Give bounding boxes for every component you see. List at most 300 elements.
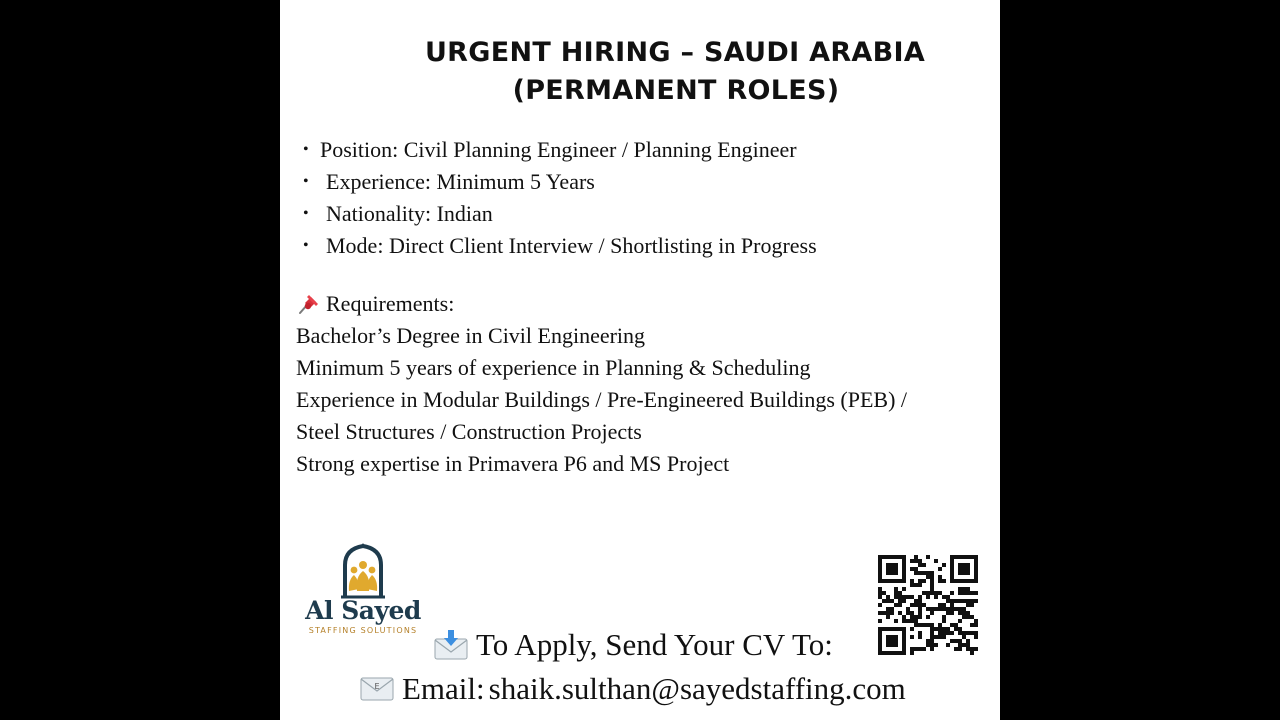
qr-module bbox=[902, 615, 906, 619]
qr-module bbox=[942, 595, 946, 599]
qr-module bbox=[898, 555, 902, 559]
qr-module bbox=[962, 611, 966, 615]
qr-module bbox=[962, 615, 966, 619]
title-line-2: (PERMANENT ROLES) bbox=[512, 75, 840, 106]
qr-module bbox=[898, 603, 902, 607]
qr-module bbox=[902, 639, 906, 643]
qr-module bbox=[910, 619, 914, 623]
qr-module bbox=[962, 643, 966, 647]
qr-module bbox=[938, 567, 942, 571]
qr-module bbox=[926, 639, 930, 643]
qr-module bbox=[930, 639, 934, 643]
qr-module bbox=[958, 555, 962, 559]
qr-module bbox=[922, 591, 926, 595]
qr-module bbox=[942, 563, 946, 567]
qr-module bbox=[962, 555, 966, 559]
qr-module bbox=[910, 651, 914, 655]
qr-module bbox=[902, 559, 906, 563]
qr-module bbox=[926, 575, 930, 579]
company-logo bbox=[304, 543, 422, 647]
qr-module bbox=[934, 559, 938, 563]
qr-module bbox=[902, 587, 906, 591]
qr-module bbox=[974, 599, 978, 603]
qr-module bbox=[930, 591, 934, 595]
qr-module bbox=[878, 611, 882, 615]
qr-module bbox=[930, 575, 934, 579]
qr-module bbox=[966, 639, 970, 643]
qr-module bbox=[886, 611, 890, 615]
svg-text:E: E bbox=[374, 682, 380, 691]
qr-module bbox=[958, 591, 962, 595]
qr-module bbox=[958, 631, 962, 635]
qr-module bbox=[962, 631, 966, 635]
qr-module bbox=[962, 599, 966, 603]
qr-module bbox=[938, 579, 942, 583]
qr-module bbox=[922, 647, 926, 651]
qr-module bbox=[962, 591, 966, 595]
bullet-icon: • bbox=[303, 173, 309, 190]
qr-module bbox=[914, 615, 918, 619]
logo-name: Al Sayed bbox=[305, 596, 421, 625]
qr-module bbox=[894, 567, 898, 571]
qr-module bbox=[950, 603, 954, 607]
qr-module bbox=[958, 587, 962, 591]
qr-module bbox=[886, 635, 890, 639]
qr-module bbox=[910, 559, 914, 563]
qr-module bbox=[966, 567, 970, 571]
qr-module bbox=[894, 579, 898, 583]
qr-module bbox=[878, 651, 882, 655]
qr-module bbox=[954, 627, 958, 631]
qr-module bbox=[918, 595, 922, 599]
qr-module bbox=[946, 611, 950, 615]
qr-module bbox=[970, 599, 974, 603]
qr-module bbox=[962, 567, 966, 571]
qr-module bbox=[890, 651, 894, 655]
requirements-heading: Requirements: bbox=[296, 288, 907, 320]
qr-module bbox=[958, 599, 962, 603]
qr-module bbox=[894, 595, 898, 599]
qr-module bbox=[878, 579, 882, 583]
bullet-icon: • bbox=[303, 237, 309, 254]
qr-module bbox=[974, 647, 978, 651]
qr-module bbox=[878, 555, 882, 559]
qr-module bbox=[930, 587, 934, 591]
qr-module bbox=[966, 631, 970, 635]
qr-module bbox=[902, 619, 906, 623]
qr-module bbox=[886, 555, 890, 559]
qr-module bbox=[878, 639, 882, 643]
qr-module bbox=[898, 627, 902, 631]
qr-module bbox=[886, 607, 890, 611]
qr-module bbox=[910, 647, 914, 651]
qr-module bbox=[966, 555, 970, 559]
qr-module bbox=[918, 635, 922, 639]
qr-module bbox=[902, 627, 906, 631]
qr-module bbox=[966, 643, 970, 647]
bullet-icon: • bbox=[303, 141, 309, 158]
qr-module bbox=[942, 627, 946, 631]
qr-module bbox=[918, 579, 922, 583]
qr-module bbox=[966, 591, 970, 595]
qr-module bbox=[938, 575, 942, 579]
detail-nationality: • Nationality: Indian bbox=[300, 198, 817, 230]
qr-module bbox=[886, 567, 890, 571]
qr-module bbox=[950, 591, 954, 595]
qr-module bbox=[918, 647, 922, 651]
qr-module bbox=[898, 579, 902, 583]
qr-module bbox=[878, 647, 882, 651]
qr-module bbox=[882, 579, 886, 583]
detail-position: • Position: Civil Planning Engineer / Planning Engineer bbox=[300, 134, 817, 166]
qr-module bbox=[974, 575, 978, 579]
qr-module bbox=[938, 635, 942, 639]
qr-module bbox=[910, 611, 914, 615]
qr-module bbox=[898, 599, 902, 603]
job-poster bbox=[280, 0, 1000, 720]
qr-module bbox=[934, 607, 938, 611]
qr-module bbox=[914, 559, 918, 563]
qr-module bbox=[886, 571, 890, 575]
qr-module bbox=[894, 643, 898, 647]
qr-module bbox=[962, 579, 966, 583]
qr-module bbox=[934, 635, 938, 639]
qr-module bbox=[946, 599, 950, 603]
qr-module bbox=[882, 627, 886, 631]
qr-module bbox=[974, 571, 978, 575]
qr-module bbox=[950, 563, 954, 567]
qr-module bbox=[918, 615, 922, 619]
qr-module bbox=[882, 591, 886, 595]
qr-module bbox=[970, 623, 974, 627]
qr-module bbox=[926, 623, 930, 627]
qr-module bbox=[882, 599, 886, 603]
qr-module bbox=[894, 627, 898, 631]
qr-module bbox=[942, 615, 946, 619]
qr-module bbox=[910, 579, 914, 583]
qr-module bbox=[954, 579, 958, 583]
qr-module bbox=[942, 635, 946, 639]
qr-module bbox=[898, 591, 902, 595]
qr-module bbox=[942, 607, 946, 611]
qr-module bbox=[926, 571, 930, 575]
qr-module bbox=[926, 595, 930, 599]
qr-module bbox=[890, 607, 894, 611]
qr-module bbox=[878, 595, 882, 599]
qr-module bbox=[938, 591, 942, 595]
qr-module bbox=[946, 627, 950, 631]
qr-module bbox=[906, 619, 910, 623]
qr-module bbox=[906, 611, 910, 615]
qr-module bbox=[974, 555, 978, 559]
qr-module bbox=[930, 583, 934, 587]
qr-module bbox=[970, 555, 974, 559]
qr-module bbox=[942, 631, 946, 635]
qr-module bbox=[938, 607, 942, 611]
qr-module bbox=[890, 571, 894, 575]
qr-module bbox=[926, 643, 930, 647]
qr-module bbox=[958, 607, 962, 611]
qr-module bbox=[954, 555, 958, 559]
qr-module bbox=[886, 595, 890, 599]
qr-module bbox=[910, 567, 914, 571]
qr-module bbox=[966, 603, 970, 607]
qr-module bbox=[962, 607, 966, 611]
qr-module bbox=[930, 635, 934, 639]
qr-module bbox=[926, 555, 930, 559]
qr-module bbox=[878, 643, 882, 647]
qr-module bbox=[966, 599, 970, 603]
qr-module bbox=[970, 631, 974, 635]
qr-module bbox=[886, 627, 890, 631]
qr-code bbox=[878, 555, 978, 655]
qr-module bbox=[910, 595, 914, 599]
logo-subtitle: STAFFING SOLUTIONS bbox=[308, 626, 418, 635]
qr-module bbox=[902, 631, 906, 635]
qr-module bbox=[946, 631, 950, 635]
qr-module bbox=[878, 571, 882, 575]
qr-module bbox=[970, 647, 974, 651]
qr-module bbox=[918, 603, 922, 607]
title-line-1: URGENT HIRING – SAUDI ARABIA bbox=[424, 37, 926, 68]
qr-module bbox=[878, 591, 882, 595]
qr-module bbox=[974, 591, 978, 595]
detail-mode: • Mode: Direct Client Interview / Shortlisting in Progress bbox=[300, 230, 817, 262]
qr-module bbox=[930, 579, 934, 583]
qr-module bbox=[930, 647, 934, 651]
qr-module bbox=[930, 627, 934, 631]
qr-module bbox=[966, 615, 970, 619]
qr-module bbox=[962, 571, 966, 575]
qr-module bbox=[878, 619, 882, 623]
qr-module bbox=[914, 619, 918, 623]
qr-module bbox=[882, 611, 886, 615]
qr-module bbox=[938, 627, 942, 631]
qr-module bbox=[878, 635, 882, 639]
qr-module bbox=[886, 579, 890, 583]
qr-module bbox=[958, 619, 962, 623]
qr-module bbox=[890, 627, 894, 631]
qr-module bbox=[902, 579, 906, 583]
qr-module bbox=[966, 587, 970, 591]
qr-module bbox=[914, 603, 918, 607]
qr-module bbox=[954, 607, 958, 611]
qr-module bbox=[958, 563, 962, 567]
qr-module bbox=[918, 559, 922, 563]
requirement-item: Strong expertise in Primavera P6 and MS Project bbox=[296, 451, 730, 476]
qr-module bbox=[910, 615, 914, 619]
requirement-item: Steel Structures / Construction Projects bbox=[296, 419, 642, 444]
qr-module bbox=[966, 579, 970, 583]
qr-module bbox=[878, 627, 882, 631]
qr-module bbox=[950, 623, 954, 627]
qr-module bbox=[918, 599, 922, 603]
qr-module bbox=[890, 611, 894, 615]
qr-module bbox=[902, 575, 906, 579]
qr-module bbox=[950, 571, 954, 575]
qr-module bbox=[942, 579, 946, 583]
qr-module bbox=[974, 623, 978, 627]
qr-module bbox=[902, 635, 906, 639]
qr-module bbox=[878, 567, 882, 571]
qr-module bbox=[878, 559, 882, 563]
qr-module bbox=[974, 559, 978, 563]
qr-module bbox=[966, 647, 970, 651]
pushpin-icon bbox=[296, 292, 320, 316]
qr-module bbox=[958, 567, 962, 571]
qr-module bbox=[926, 607, 930, 611]
qr-module bbox=[922, 563, 926, 567]
qr-module bbox=[950, 555, 954, 559]
requirements-section bbox=[296, 288, 907, 480]
qr-module bbox=[914, 571, 918, 575]
qr-module bbox=[922, 623, 926, 627]
qr-module bbox=[894, 639, 898, 643]
logo-emblem-icon bbox=[333, 543, 393, 599]
qr-module bbox=[966, 571, 970, 575]
qr-module bbox=[918, 583, 922, 587]
qr-module bbox=[910, 583, 914, 587]
qr-module bbox=[894, 635, 898, 639]
qr-module bbox=[902, 651, 906, 655]
email-label: Email: bbox=[402, 671, 485, 706]
qr-module bbox=[914, 623, 918, 627]
qr-module bbox=[886, 615, 890, 619]
qr-module bbox=[918, 611, 922, 615]
qr-module bbox=[934, 643, 938, 647]
requirement-item: Bachelor’s Degree in Civil Engineering bbox=[296, 323, 646, 348]
qr-module bbox=[882, 651, 886, 655]
qr-module bbox=[906, 595, 910, 599]
qr-module bbox=[898, 595, 902, 599]
qr-module bbox=[886, 563, 890, 567]
qr-module bbox=[974, 631, 978, 635]
qr-module bbox=[974, 563, 978, 567]
qr-module bbox=[890, 567, 894, 571]
qr-module bbox=[918, 607, 922, 611]
qr-module bbox=[894, 651, 898, 655]
qr-module bbox=[958, 643, 962, 647]
qr-module bbox=[890, 579, 894, 583]
qr-module bbox=[958, 639, 962, 643]
qr-module bbox=[878, 587, 882, 591]
qr-module bbox=[902, 567, 906, 571]
qr-module bbox=[946, 643, 950, 647]
qr-module bbox=[954, 647, 958, 651]
qr-module bbox=[938, 631, 942, 635]
apply-instruction: To Apply, Send Your CV To: bbox=[434, 626, 833, 664]
qr-module bbox=[918, 563, 922, 567]
qr-module bbox=[878, 631, 882, 635]
qr-module bbox=[950, 611, 954, 615]
qr-module bbox=[902, 571, 906, 575]
qr-module bbox=[878, 575, 882, 579]
qr-module bbox=[922, 579, 926, 583]
qr-module bbox=[890, 639, 894, 643]
qr-module bbox=[958, 647, 962, 651]
qr-module bbox=[930, 643, 934, 647]
qr-module bbox=[898, 611, 902, 615]
qr-module bbox=[886, 599, 890, 603]
qr-module bbox=[886, 651, 890, 655]
qr-module bbox=[918, 631, 922, 635]
qr-module bbox=[890, 643, 894, 647]
qr-module bbox=[902, 563, 906, 567]
qr-module bbox=[962, 563, 966, 567]
qr-module bbox=[902, 643, 906, 647]
qr-module bbox=[914, 555, 918, 559]
qr-module bbox=[942, 619, 946, 623]
qr-module bbox=[894, 603, 898, 607]
qr-module bbox=[934, 595, 938, 599]
qr-module bbox=[902, 595, 906, 599]
qr-module bbox=[902, 555, 906, 559]
qr-module bbox=[958, 611, 962, 615]
qr-module bbox=[894, 587, 898, 591]
qr-module bbox=[950, 607, 954, 611]
qr-module bbox=[954, 623, 958, 627]
qr-module bbox=[946, 595, 950, 599]
qr-module bbox=[894, 591, 898, 595]
bullet-icon: • bbox=[303, 205, 309, 222]
qr-module bbox=[890, 555, 894, 559]
qr-module bbox=[890, 563, 894, 567]
qr-module bbox=[950, 599, 954, 603]
qr-module bbox=[950, 631, 954, 635]
qr-module bbox=[926, 615, 930, 619]
qr-module bbox=[930, 631, 934, 635]
qr-module bbox=[914, 599, 918, 603]
qr-module bbox=[898, 651, 902, 655]
qr-module bbox=[922, 603, 926, 607]
qr-module bbox=[970, 651, 974, 655]
qr-module bbox=[910, 603, 914, 607]
qr-module bbox=[930, 607, 934, 611]
qr-module bbox=[910, 635, 914, 639]
job-details-list bbox=[300, 134, 817, 262]
qr-module bbox=[962, 635, 966, 639]
email-contact bbox=[360, 670, 906, 708]
qr-module bbox=[974, 635, 978, 639]
qr-module bbox=[894, 571, 898, 575]
qr-module bbox=[894, 563, 898, 567]
qr-module bbox=[918, 571, 922, 575]
detail-experience: • Experience: Minimum 5 Years bbox=[300, 166, 817, 198]
qr-module bbox=[886, 639, 890, 643]
qr-module bbox=[946, 607, 950, 611]
qr-module bbox=[954, 599, 958, 603]
qr-module bbox=[914, 567, 918, 571]
qr-module bbox=[970, 591, 974, 595]
qr-module bbox=[974, 567, 978, 571]
qr-module bbox=[958, 571, 962, 575]
qr-module bbox=[970, 615, 974, 619]
qr-module bbox=[906, 607, 910, 611]
email-address-link[interactable]: shaik.sulthan@sayedstaffing.com bbox=[488, 671, 906, 706]
qr-module bbox=[894, 555, 898, 559]
qr-module bbox=[918, 623, 922, 627]
poster-title bbox=[280, 34, 1000, 110]
qr-module bbox=[902, 599, 906, 603]
requirement-item: Minimum 5 years of experience in Planning & Scheduling bbox=[296, 355, 811, 380]
qr-module bbox=[914, 647, 918, 651]
qr-module bbox=[914, 583, 918, 587]
qr-module bbox=[926, 591, 930, 595]
qr-module bbox=[970, 579, 974, 583]
qr-module bbox=[938, 623, 942, 627]
qr-module bbox=[934, 627, 938, 631]
qr-module bbox=[938, 603, 942, 607]
